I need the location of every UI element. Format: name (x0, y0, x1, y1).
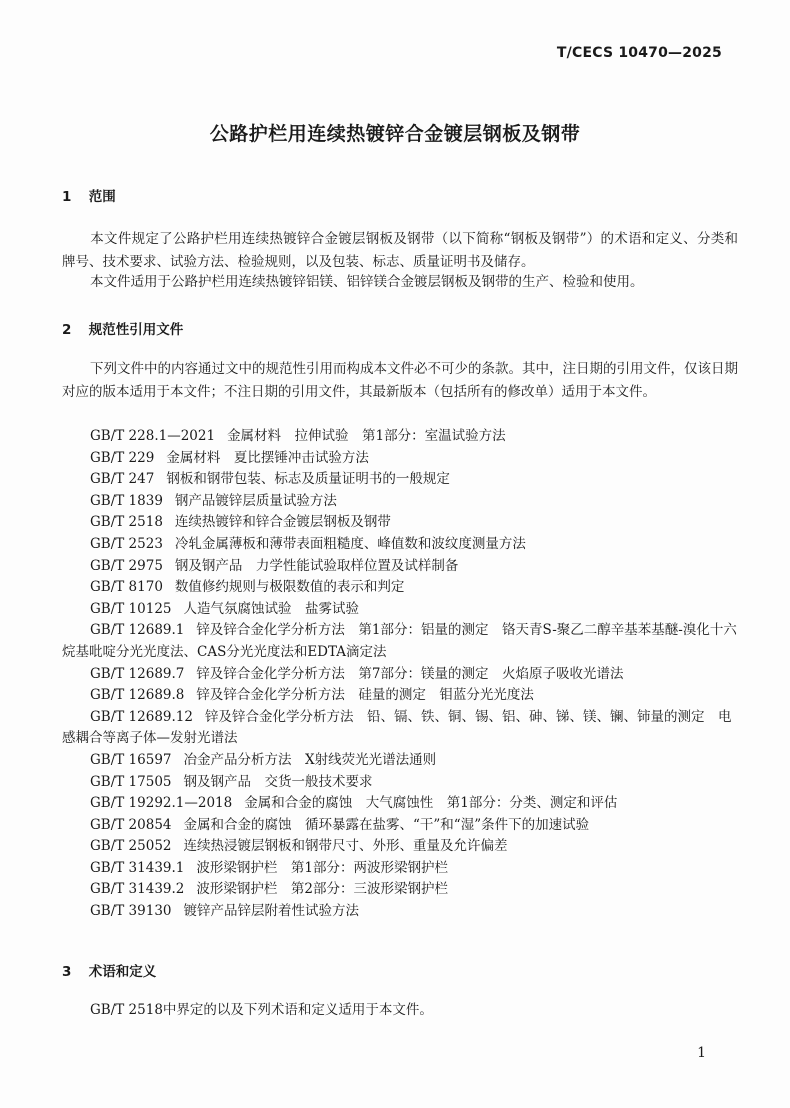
reference-item (62, 664, 738, 686)
standard-code: T/CECS 10470—2025 (556, 45, 722, 61)
reference-code: GB/T 19292.1—2018 (90, 795, 233, 812)
reference-title: 钢板和钢带包装、标志及质量证明书的一般规定 (166, 471, 450, 488)
reference-title: 锌及锌合金化学分析方法 第7部分：镁量的测定 火焰原子吸收光谱法 (196, 665, 624, 682)
reference-title: 连续热镀锌和锌合金镀层钢板及钢带 (174, 514, 391, 531)
reference-item (62, 707, 738, 750)
section-heading-terms (62, 960, 156, 980)
reference-code: GB/T 25052 (90, 838, 172, 855)
page-number: 1 (697, 1045, 706, 1061)
reference-title: 冷轧金属薄板和薄带表面粗糙度、峰值数和波纹度测量方法 (174, 535, 526, 552)
reference-code: GB/T 2523 (90, 535, 163, 552)
reference-title: 锌及锌合金化学分析方法 第1部分：铝量的测定 铬天青S-聚乙二醇辛基苯基醚-溴化十六烷基吡啶分光光度法、CAS分光光度法和EDTA滴定法 (62, 622, 737, 660)
reference-title: 金属和合金的腐蚀 大气腐蚀性 第1部分：分类、测定和评估 (244, 795, 618, 812)
reference-item (62, 469, 738, 491)
reference-code: GB/T 12689.1 (90, 622, 185, 639)
reference-title: 钢及钢产品 力学性能试验取样位置及试样制备 (174, 557, 459, 574)
reference-item (62, 426, 738, 448)
reference-item (62, 534, 738, 556)
scope-paragraph-2: 本文件适用于公路护栏用连续热镀锌铝镁、铝锌镁合金镀层钢板及钢带的生产、检验和使用。 (90, 274, 644, 290)
section-number: 3 (62, 964, 72, 980)
reference-code: GB/T 20854 (90, 816, 172, 833)
reference-item (62, 858, 738, 880)
reference-title: 钢产品镀锌层质量试验方法 (174, 492, 337, 509)
section-heading-normative-references (62, 318, 183, 338)
reference-item (62, 448, 738, 470)
reference-code: GB/T 1839 (90, 492, 163, 509)
reference-code: GB/T 16597 (90, 751, 172, 768)
reference-item (62, 836, 738, 858)
section-heading-scope (62, 185, 116, 205)
reference-title: 锌及锌合金化学分析方法 铅、镉、铁、铜、锡、铝、砷、锑、镁、镧、铈量的测定 电感耦合等离子体—发射光谱法 (62, 708, 732, 747)
reference-title: 波形梁钢护栏 第1部分：两波形梁钢护栏 (196, 859, 448, 876)
reference-item (62, 879, 738, 901)
reference-code: GB/T 10125 (90, 600, 172, 617)
reference-title: 冶金产品分析方法 X射线荧光光谱法通则 (183, 751, 437, 768)
reference-title: 人造气氛腐蚀试验 盐雾试验 (183, 600, 359, 617)
terms-intro: GB/T 2518中界定的以及下列术语和定义适用于本文件。 (90, 1002, 433, 1018)
reference-code: GB/T 31439.2 (90, 881, 185, 898)
section-title: 术语和定义 (88, 964, 157, 980)
reference-item (62, 577, 738, 599)
reference-item (62, 772, 738, 794)
reference-item (62, 620, 738, 663)
reference-code: GB/T 247 (90, 471, 155, 488)
reference-code: GB/T 12689.7 (90, 665, 185, 682)
reference-code: GB/T 17505 (90, 773, 172, 790)
reference-item (62, 815, 738, 837)
section-title: 规范性引用文件 (88, 322, 184, 338)
reference-title: 钢及钢产品 交货一般技术要求 (183, 773, 373, 790)
section-title: 范围 (88, 189, 116, 205)
reference-code: GB/T 2518 (90, 514, 163, 531)
scope-paragraph-1: 本文件规定了公路护栏用连续热镀锌合金镀层钢板及钢带（以下简称“钢板及钢带”）的术语和定义、分类和牌号、技术要求、试验方法、检验规则，以及包装、标志、质量证明书及储存。 (62, 231, 738, 270)
reference-item (62, 901, 738, 923)
document-title: 公路护栏用连续热镀锌合金镀层钢板及钢带 (209, 123, 581, 145)
reference-item (62, 556, 738, 578)
reference-title: 数值修约规则与极限数值的表示和判定 (174, 579, 405, 596)
reference-item (62, 512, 738, 534)
reference-code: GB/T 31439.1 (90, 859, 185, 876)
reference-code: GB/T 12689.8 (90, 687, 185, 704)
reference-title: 金属材料 拉伸试验 第1部分：室温试验方法 (227, 428, 506, 444)
reference-title: 锌及锌合金化学分析方法 硅量的测定 钼蓝分光光度法 (196, 687, 534, 704)
reference-code: GB/T 228.1—2021 (90, 428, 216, 444)
reference-list (62, 426, 738, 923)
section-number: 1 (62, 189, 72, 205)
reference-code: GB/T 8170 (90, 579, 163, 596)
reference-code: GB/T 39130 (90, 903, 172, 920)
reference-title: 金属和合金的腐蚀 循环暴露在盐雾、“干”和“湿”条件下的加速试验 (183, 816, 590, 833)
reference-item (62, 793, 738, 815)
reference-title: 镀锌产品锌层附着性试验方法 (183, 903, 359, 920)
reference-title: 连续热浸镀层钢板和钢带尺寸、外形、重量及允许偏差 (183, 838, 508, 855)
section-number: 2 (62, 322, 72, 338)
reference-code: GB/T 2975 (90, 557, 163, 574)
reference-item (62, 750, 738, 772)
reference-title: 波形梁钢护栏 第2部分：三波形梁钢护栏 (196, 881, 448, 898)
reference-title: 金属材料 夏比摆锤冲击试验方法 (166, 449, 369, 466)
reference-item (62, 599, 738, 621)
reference-item (62, 491, 738, 513)
references-intro: 下列文件中的内容通过文中的规范性引用而构成本文件必不可少的条款。其中，注日期的引用文件，仅该日期对应的版本适用于本文件；不注日期的引用文件，其最新版本（包括所有的修改单）适用于本文件。 (62, 361, 738, 400)
reference-item (62, 685, 738, 707)
reference-code: GB/T 229 (90, 449, 155, 466)
reference-code: GB/T 12689.12 (90, 708, 193, 725)
